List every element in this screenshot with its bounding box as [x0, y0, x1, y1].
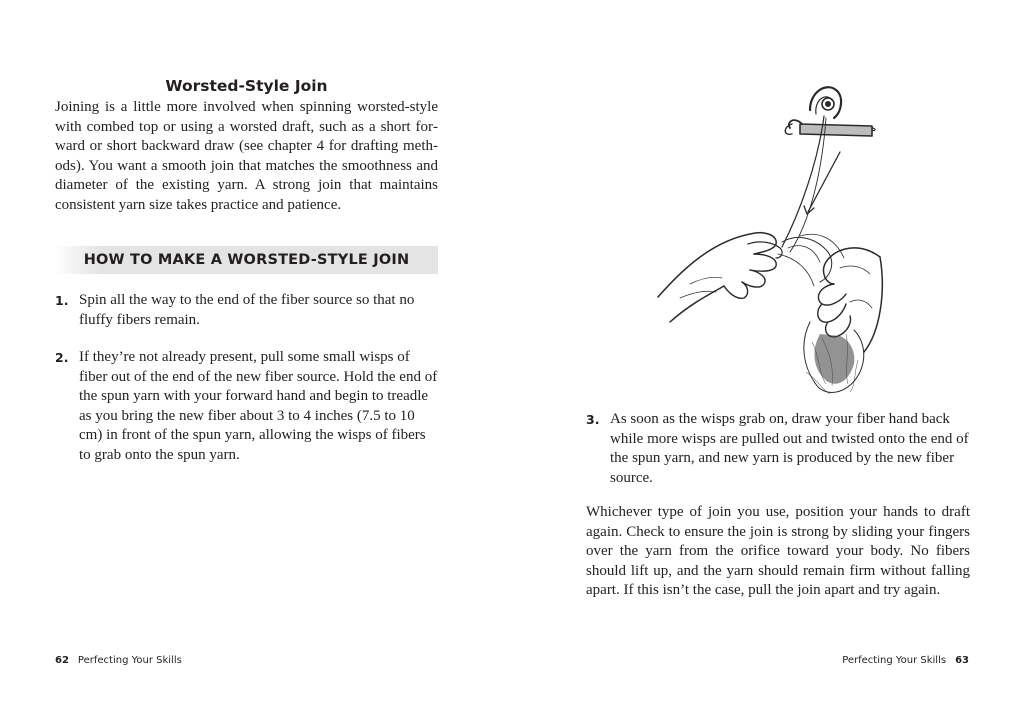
step-2 [55, 348, 438, 466]
closing-paragraph: Whichever type of join you use, position your hands to draft again. Check to ensure the join is strong by sliding your fingers over the yarn from the orifice toward your body. No fibers should lift up, and the yarn should remain firm without falling apart. If this isn’t the case, pull the join apart and try again. [586, 504, 970, 599]
step-number: 1. [55, 293, 69, 308]
banner-title: HOW TO MAKE A WORSTED-STYLE JOIN [83, 252, 410, 268]
how-to-banner [55, 246, 438, 274]
page-number: 63 [955, 655, 969, 666]
step-text: If they’re not already present, pull some small wisps of fiber out of the end of the new fiber source. Hold the end of the spun yarn with your forward hand and begin to treadle as you bring the new fiber about 3 to 4 inches (7.5 to 10 cm) in front of the spun yarn, allowing the wisps of fibers to grab onto the spun yarn. [79, 349, 438, 463]
step-text: Spin all the way to the end of the fiber source so that no fluffy fibers remain. [79, 292, 415, 328]
section-title: Worsted-Style Join [165, 77, 328, 95]
right-folio [842, 655, 969, 666]
step-1 [55, 291, 438, 330]
right-page [512, 0, 1024, 717]
intro-paragraph: Joining is a little more involved when spinning worsted-style with combed top or using a worsted draft, such as a short forward or short backward draw (see chapter 4 for drafting methods). You want a smooth join that matches the smoothness and diameter of the existing yarn. A strong join that maintains consistent yarn size takes practice and patience. [55, 99, 438, 213]
step-text: As soon as the wisps grab on, draw your fiber hand back while more wisps are pulled out and twisted onto the end of the spun yarn, and new yarn is produced by the new fiber source. [610, 411, 969, 486]
running-head: Perfecting Your Skills [77, 655, 182, 666]
step-3 [586, 410, 970, 488]
running-head: Perfecting Your Skills [842, 655, 947, 666]
step-number: 3. [586, 412, 600, 427]
step-number: 2. [55, 350, 69, 365]
left-folio [55, 655, 182, 666]
page-number: 62 [55, 655, 69, 666]
